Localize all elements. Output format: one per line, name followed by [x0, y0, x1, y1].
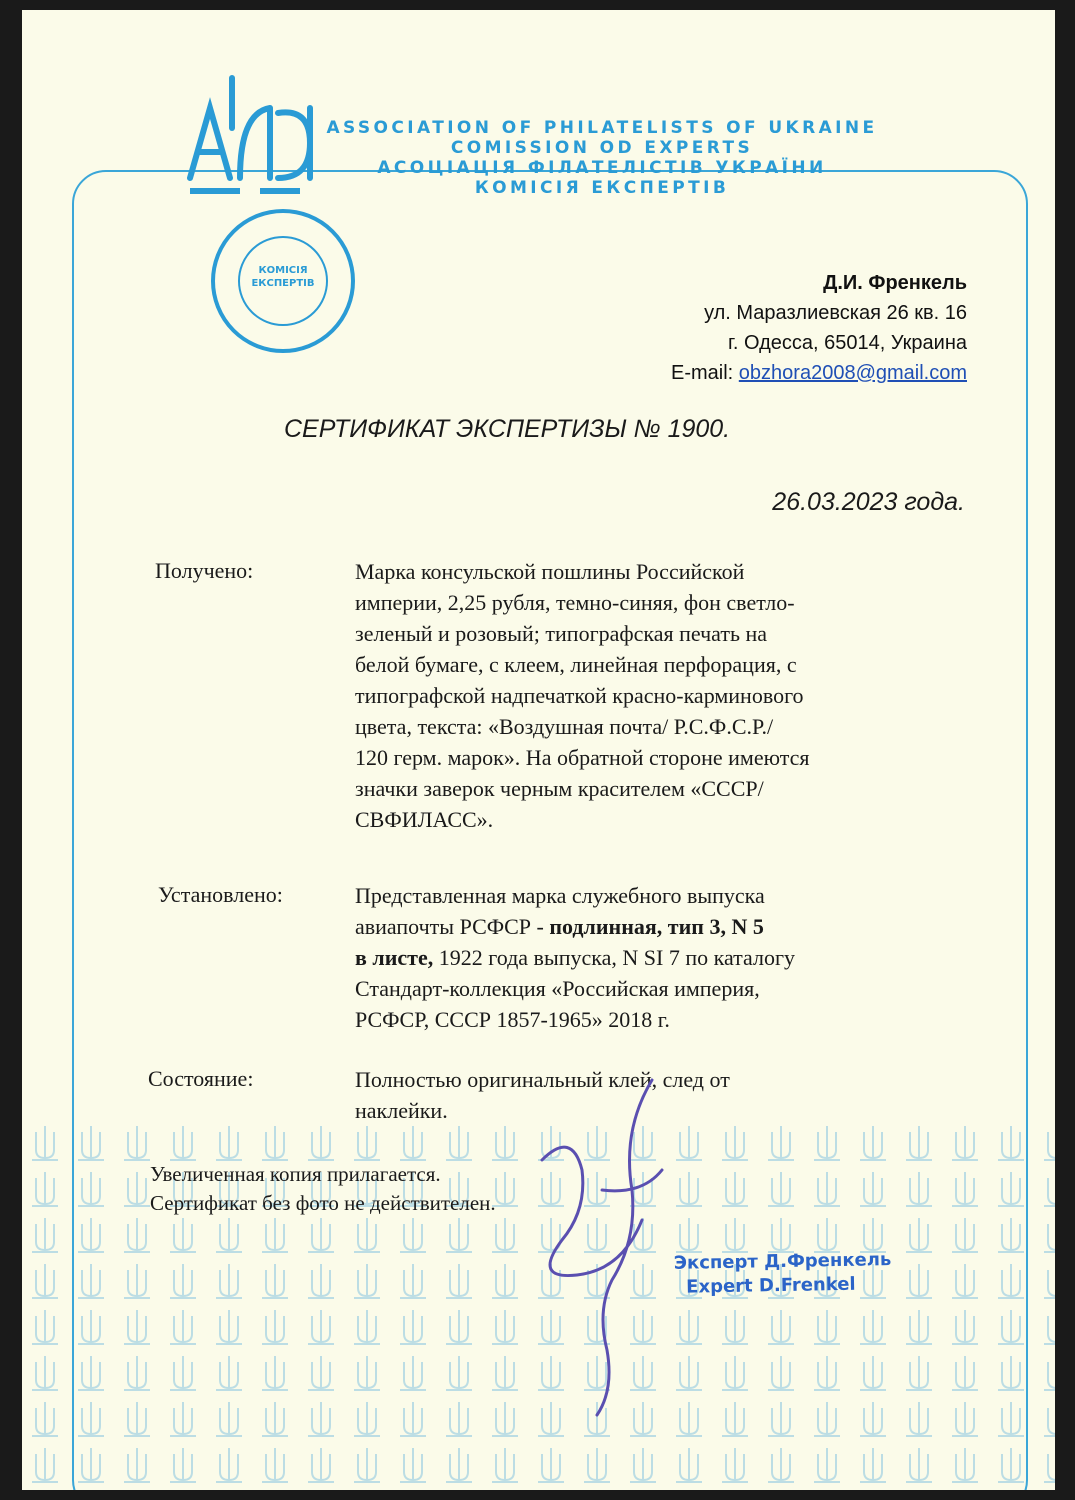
- header-line-4: КОМІСІЯ ЕКСПЕРТІВ: [474, 178, 730, 198]
- established-line: [355, 942, 975, 973]
- seal-center-line1: КОМІСІЯ: [258, 265, 308, 276]
- established-bold-part: в листе,: [355, 945, 434, 970]
- received-line: СВФИЛАСС».: [355, 807, 494, 832]
- established-bold-part: подлинная, тип 3, N 5: [549, 914, 764, 939]
- email-label: E-mail:: [671, 362, 739, 384]
- condition-line: наклейки.: [355, 1098, 448, 1123]
- certificate-date: 26.03.2023 года.: [772, 488, 965, 516]
- header-line-3: АСОЦІАЦІЯ ФІЛАТЕЛІСТІВ УКРАЇНИ: [377, 158, 827, 178]
- stamp-en: Expert D.Frenkel: [686, 1273, 856, 1298]
- condition-line: Полностью оригинальный клей, след от: [355, 1067, 730, 1092]
- received-line: Марка консульской пошлины Российской: [355, 559, 745, 584]
- seal-center-line2: ЕКСПЕРТІВ: [251, 278, 315, 289]
- closing-line: Увеличенная копия прилагается.: [150, 1162, 441, 1186]
- expert-address: [671, 268, 967, 388]
- association-header: [262, 118, 942, 198]
- received-text: [355, 556, 975, 835]
- established-line: Стандарт-коллекция «Российская империя,: [355, 976, 760, 1001]
- established-line: РСФСР, СССР 1857-1965» 2018 г.: [355, 1007, 670, 1032]
- received-line: значки заверок черным красителем «СССР/: [355, 776, 764, 801]
- address-email-row: [671, 358, 967, 388]
- established-line: [355, 911, 975, 942]
- address-street: ул. Маразлиевская 26 кв. 16: [704, 302, 967, 324]
- established-label: Установлено:: [158, 882, 283, 907]
- established-line: Представленная марка служебного выпуска: [355, 883, 765, 908]
- received-line: белой бумаге, с клеем, линейная перфорация, с: [355, 652, 797, 677]
- certificate-title: СЕРТИФИКАТ ЭКСПЕРТИЗЫ № 1900.: [284, 415, 731, 443]
- seal-ring-text: [170, 68, 171, 69]
- header-line-2: COMISSION OD EXPERTS: [450, 138, 754, 158]
- received-line: цвета, текста: «Воздушная почта/ Р.С.Ф.С.Р./: [355, 714, 774, 739]
- established-text: [355, 880, 975, 1035]
- received-label: Получено:: [155, 558, 254, 583]
- signature: [502, 1070, 722, 1430]
- received-line: 120 герм. марок». На обратной стороне имеются: [355, 745, 810, 770]
- received-line: зеленый и розовый; типографская печать на: [355, 621, 768, 646]
- established-text-part: авиапочты РСФСР -: [355, 914, 550, 939]
- received-line: типографской надпечаткой красно-карминового: [355, 683, 804, 708]
- email-link[interactable]: obzhora2008@gmail.com: [738, 362, 967, 384]
- condition-label: Состояние:: [148, 1066, 254, 1091]
- expert-name: Д.И. Френкель: [823, 272, 967, 294]
- closing-notes: [150, 1160, 496, 1218]
- association-logo: [170, 68, 350, 368]
- received-line: империи, 2,25 рубля, темно-синяя, фон светло-: [355, 590, 795, 615]
- closing-line: Сертификат без фото не действителен.: [150, 1191, 496, 1215]
- header-line-1: ASSOCIATION OF PHILATELISTS OF UKRAINE: [326, 118, 878, 138]
- established-text-part: 1922 года выпуска, N SI 7 по каталогу: [433, 945, 795, 970]
- certificate-sheet: [22, 10, 1055, 1490]
- address-city: г. Одесса, 65014, Украина: [728, 332, 967, 354]
- stamp-ru: Эксперт Д.Френкель: [673, 1249, 892, 1274]
